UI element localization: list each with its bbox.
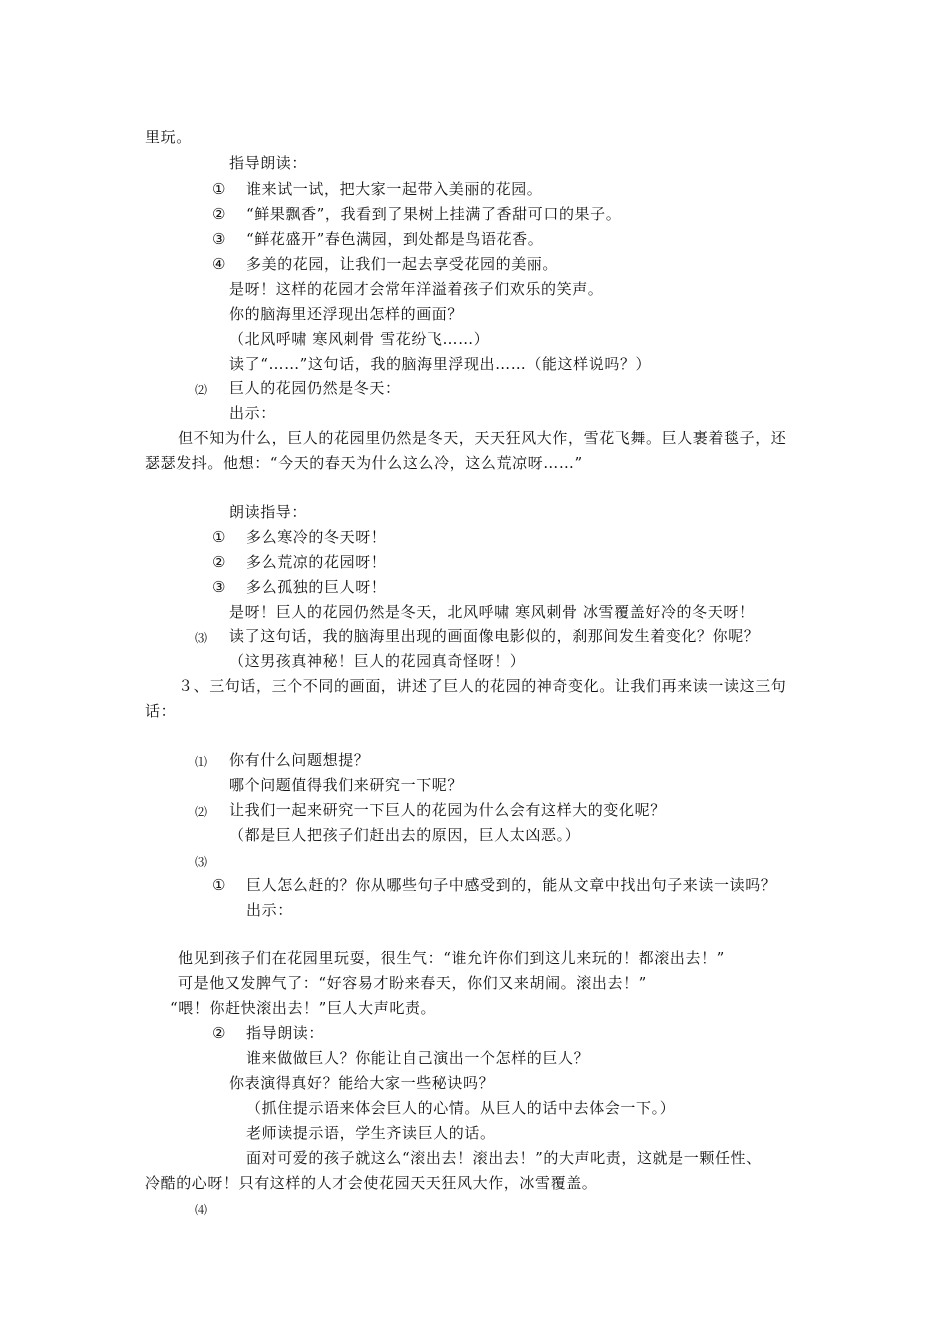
text-line: 哪个问题值得我们来研究一下呢？ [229,776,464,794]
list-marker: ① [212,528,227,546]
text-line: 他见到孩子们在花园里玩耍，很生气：“谁允许你们到这儿来玩的！都滚出去！” [178,949,725,967]
section-marker: ⑶ [195,631,208,645]
text-line: 老师读提示语，学生齐读巨人的话。 [246,1124,496,1142]
text-line: 多么孤独的巨人呀！ [246,578,387,596]
text-line: “喂！你赶快滚出去！”巨人大声叱责。 [170,999,437,1017]
text-line: （这男孩真神秘！巨人的花园真奇怪呀！） [229,652,526,670]
text-line: 让我们一起来研究一下巨人的花园为什么会有这样大的变化呢？ [229,801,666,819]
text-line: 多么荒凉的花园呀！ [246,553,387,571]
text-line: 多美的花园，让我们一起去享受花园的美丽。 [246,255,559,273]
list-marker: ④ [212,255,227,273]
list-marker: ③ [212,230,227,248]
list-marker: ② [212,205,227,223]
text-line: 但不知为什么，巨人的花园里仍然是冬天，天天狂风大作，雪花飞舞。巨人裹着毯子，还 [178,429,787,447]
text-line: 可是他又发脾气了：“好容易才盼来春天，你们又来胡闹。滚出去！” [178,974,647,992]
text-line: （抓住提示语来体会巨人的心情。从巨人的话中去体会一下。） [246,1099,676,1117]
text-line: 冷酷的心呀！只有这样的人才会使花园天天狂风大作，冰雪覆盖。 [145,1174,598,1192]
section-marker: ⑷ [195,1203,208,1217]
text-line: 里玩。 [145,128,192,146]
text-line: 朗读指导： [229,503,308,521]
text-line: 指导朗读： [229,154,308,172]
text-line: 多么寒冷的冬天呀！ [246,528,387,546]
text-line: ３、三句话，三个不同的画面，讲述了巨人的花园的神奇变化。让我们再来读一读这三句 [178,677,787,695]
text-line: “鲜花盛开”春色满园，到处都是鸟语花香。 [246,230,544,248]
list-marker: ③ [212,578,227,596]
text-line: 出示： [229,404,276,422]
text-line: 瑟瑟发抖。他想：“今天的春天为什么这么冷，这么荒凉呀……” [145,454,583,472]
text-line: 是呀！这样的花园才会常年洋溢着孩子们欢乐的笑声。 [229,280,604,298]
text-line: 是呀！巨人的花园仍然是冬天，北风呼啸 寒风刺骨 冰雪覆盖好冷的冬天呀！ [229,603,755,621]
section-marker: ⑵ [195,805,208,819]
text-line: 读了“……”这句话，我的脑海里浮现出……（能这样说吗？） [229,355,652,373]
list-marker: ① [212,180,227,198]
list-marker: ② [212,553,227,571]
list-marker: ② [212,1024,227,1042]
text-line: 巨人怎么赶的？你从哪些句子中感受到的，能从文章中找出句子来读一读吗？ [246,876,777,894]
text-line: 你有什么问题想提？ [229,751,370,769]
text-line: 话： [145,702,177,720]
text-line: 谁来试一试，把大家一起带入美丽的花园。 [246,180,543,198]
section-marker: ⑵ [195,383,208,397]
text-line: 面对可爱的孩子就这么“滚出去！滚出去！”的大声叱责，这就是一颗任性、 [246,1149,762,1167]
text-line: 谁来做做巨人？你能让自己演出一个怎样的巨人？ [246,1049,590,1067]
text-line: 出示： [246,901,293,919]
text-line: 指导朗读： [246,1024,325,1042]
text-line: 读了这句话，我的脑海里出现的画面像电影似的，刹那间发生着变化？你呢？ [229,627,760,645]
text-line: 你的脑海里还浮现出怎样的画面？ [229,305,464,323]
text-line: （都是巨人把孩子们赶出去的原因，巨人太凶恶。） [229,826,581,844]
text-line: “鲜果飘香”，我看到了果树上挂满了香甜可口的果子。 [246,205,622,223]
section-marker: ⑶ [195,855,208,869]
list-marker: ① [212,876,227,894]
text-line: 你表演得真好？能给大家一些秘诀吗？ [229,1074,495,1092]
section-marker: ⑴ [195,755,208,769]
text-line: （北风呼啸 寒风刺骨 雪花纷飞……） [229,330,490,348]
text-line: 巨人的花园仍然是冬天： [229,379,401,397]
